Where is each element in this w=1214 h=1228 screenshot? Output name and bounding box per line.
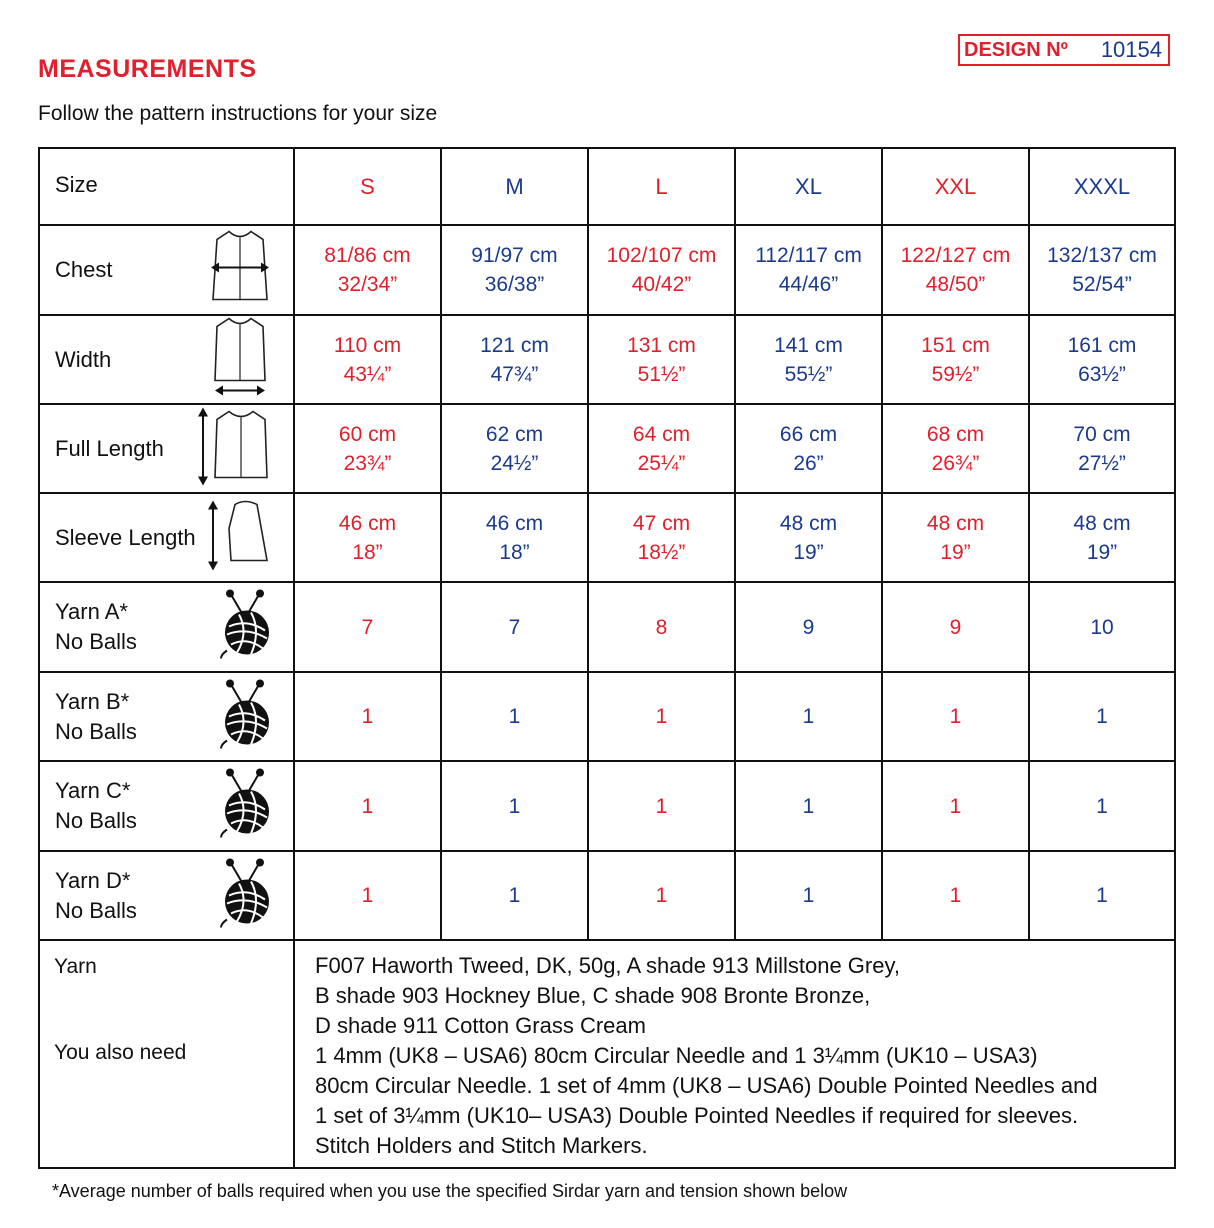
- value-cell: 1: [1029, 761, 1175, 851]
- chest-row: [39, 225, 1175, 315]
- value-cell: 1: [441, 761, 588, 851]
- yarn-label: Yarn: [54, 955, 97, 978]
- value-cell: 1: [441, 672, 588, 761]
- size-header: S: [294, 148, 441, 225]
- width-row: [39, 315, 1175, 404]
- value-cell: 64 cm 25¼”: [588, 404, 735, 493]
- value-cell: 161 cm 63½”: [1029, 315, 1175, 404]
- value-cell: 1: [882, 761, 1029, 851]
- sleeve-length-row: [39, 493, 1175, 582]
- notes-text: [294, 940, 1175, 1168]
- value-cell: 102/107 cm 40/42”: [588, 225, 735, 315]
- yarn-c-label-cell: [39, 761, 294, 851]
- value-cell: 1: [441, 851, 588, 940]
- full-length-row: [39, 404, 1175, 493]
- value-cell: 1: [588, 851, 735, 940]
- value-cell: 110 cm 43¼”: [294, 315, 441, 404]
- width-label-cell: [39, 315, 294, 404]
- notes-line: B shade 903 Hockney Blue, C shade 908 Bronte Bronze,: [315, 983, 871, 1008]
- sweater-chest-icon: [209, 228, 271, 313]
- size-label: Size: [55, 172, 98, 197]
- value-cell: 48 cm 19”: [735, 493, 882, 582]
- chest-label-cell: [39, 225, 294, 315]
- value-cell: 68 cm 26¾”: [882, 404, 1029, 493]
- value-cell: 131 cm 51½”: [588, 315, 735, 404]
- value-cell: 7: [441, 582, 588, 672]
- value-cell: 91/97 cm 36/38”: [441, 225, 588, 315]
- value-cell: 66 cm 26”: [735, 404, 882, 493]
- sleeve-length-icon: [205, 498, 271, 577]
- value-cell: 122/127 cm 48/50”: [882, 225, 1029, 315]
- value-cell: 1: [588, 761, 735, 851]
- notes-row: [39, 940, 1175, 1168]
- design-number: 10154: [1100, 37, 1162, 62]
- yarn-ball-icon: [219, 589, 271, 666]
- value-cell: 46 cm 18”: [441, 493, 588, 582]
- chest-label: Chest: [55, 257, 113, 282]
- yarn-c-label: Yarn C* No Balls: [55, 778, 137, 833]
- size-header: XXL: [882, 148, 1029, 225]
- yarn-c-row: [39, 761, 1175, 851]
- measurements-table: [38, 147, 1176, 1169]
- yarn-d-label-cell: [39, 851, 294, 940]
- footnote: *Average number of balls required when you use the specified Sirdar yarn and tension shown below: [52, 1181, 848, 1201]
- sleeve-length-label-cell: [39, 493, 294, 582]
- design-number-box: [958, 34, 1170, 66]
- notes-line: 80cm Circular Needle. 1 set of 4mm (UK8 – USA6) Double Pointed Needles and: [315, 1073, 1098, 1098]
- yarn-ball-icon: [219, 678, 271, 755]
- notes-line: F007 Haworth Tweed, DK, 50g, A shade 913 Millstone Grey,: [315, 953, 900, 978]
- value-cell: 1: [294, 672, 441, 761]
- value-cell: 47 cm 18½”: [588, 493, 735, 582]
- notes-line: D shade 911 Cotton Grass Cream: [315, 1013, 646, 1038]
- value-cell: 48 cm 19”: [1029, 493, 1175, 582]
- value-cell: 10: [1029, 582, 1175, 672]
- yarn-d-label: Yarn D* No Balls: [55, 867, 137, 923]
- value-cell: 81/86 cm 32/34”: [294, 225, 441, 315]
- sweater-length-icon: [195, 405, 271, 492]
- notes-line: 1 4mm (UK8 – USA6) 80cm Circular Needle and 1 3¼mm (UK10 – USA3): [315, 1043, 1038, 1068]
- value-cell: 121 cm 47¾”: [441, 315, 588, 404]
- sweater-width-icon: [209, 316, 271, 403]
- value-cell: 132/137 cm 52/54”: [1029, 225, 1175, 315]
- value-cell: 1: [735, 851, 882, 940]
- value-cell: 8: [588, 582, 735, 672]
- yarn-a-label: Yarn A* No Balls: [55, 599, 137, 654]
- size-header: XXXL: [1029, 148, 1175, 225]
- value-cell: 9: [735, 582, 882, 672]
- yarn-b-label-cell: [39, 672, 294, 761]
- size-header: XL: [735, 148, 882, 225]
- notes-line: 1 set of 3¼mm (UK10– USA3) Double Pointed Needles if required for sleeves.: [315, 1103, 1079, 1128]
- value-cell: 62 cm 24½”: [441, 404, 588, 493]
- full-length-label-cell: [39, 404, 294, 493]
- value-cell: 1: [1029, 851, 1175, 940]
- size-header: L: [588, 148, 735, 225]
- sleeve-length-label: Sleeve Length: [55, 524, 196, 550]
- value-cell: 70 cm 27½”: [1029, 404, 1175, 493]
- value-cell: 151 cm 59½”: [882, 315, 1029, 404]
- value-cell: 48 cm 19”: [882, 493, 1029, 582]
- also-need-label: You also need: [54, 1041, 187, 1064]
- value-cell: 60 cm 23¾”: [294, 404, 441, 493]
- notes-line: Stitch Holders and Stitch Markers.: [315, 1133, 648, 1158]
- design-label: DESIGN Nº: [964, 38, 1068, 61]
- yarn-ball-icon: [219, 768, 271, 845]
- value-cell: 1: [294, 851, 441, 940]
- full-length-label: Full Length: [55, 435, 164, 461]
- yarn-a-row: [39, 582, 1175, 672]
- notes-label-cell: [39, 940, 294, 1168]
- size-row: [39, 148, 1175, 225]
- value-cell: 7: [294, 582, 441, 672]
- value-cell: 1: [294, 761, 441, 851]
- page-title: MEASUREMENTS: [38, 55, 257, 83]
- value-cell: 112/117 cm 44/46”: [735, 225, 882, 315]
- value-cell: 1: [735, 672, 882, 761]
- value-cell: 1: [735, 761, 882, 851]
- yarn-b-row: [39, 672, 1175, 761]
- value-cell: 9: [882, 582, 1029, 672]
- value-cell: 141 cm 55½”: [735, 315, 882, 404]
- value-cell: 1: [588, 672, 735, 761]
- value-cell: 1: [1029, 672, 1175, 761]
- size-label-cell: [39, 148, 294, 225]
- width-label: Width: [55, 346, 112, 372]
- yarn-a-label-cell: [39, 582, 294, 672]
- value-cell: 1: [882, 851, 1029, 940]
- yarn-d-row: [39, 851, 1175, 940]
- size-header: M: [441, 148, 588, 225]
- value-cell: 46 cm 18”: [294, 493, 441, 582]
- yarn-ball-icon: [219, 857, 271, 934]
- yarn-b-label: Yarn B* No Balls: [55, 688, 137, 744]
- value-cell: 1: [882, 672, 1029, 761]
- page-subtitle: Follow the pattern instructions for your size: [38, 102, 438, 125]
